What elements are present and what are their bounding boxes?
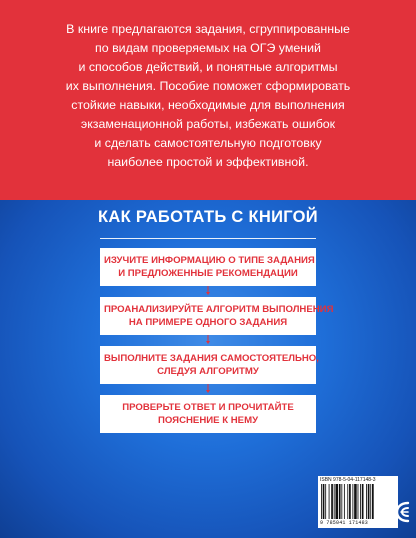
heading-underline (100, 238, 316, 239)
barcode-bar (331, 484, 333, 519)
cover-blurb (22, 20, 394, 172)
barcode-bar (341, 484, 342, 519)
blurb-line: стойкие навыки, необходимые для выполнения (71, 98, 345, 112)
barcode-bar (329, 484, 330, 519)
step-text-line: ИЗУЧИТЕ ИНФОРМАЦИЮ О ТИПЕ ЗАДАНИЯ (104, 255, 315, 266)
barcode-bar (372, 484, 374, 519)
step-text-line: СЛЕДУЯ АЛГОРИТМУ (157, 366, 259, 377)
barcode-bar (362, 484, 364, 519)
blurb-line: экзаменационной работы, избежать ошибок (80, 117, 336, 131)
blurb-line: их выполнения. Пособие поможет сформировать (65, 79, 351, 93)
barcode-bar (325, 484, 326, 519)
step-box-1 (100, 248, 316, 286)
blurb-line: наиболее простой и эффективной. (107, 155, 309, 169)
step-text-line: ПРОВЕРЬТЕ ОТВЕТ И ПРОЧИТАЙТЕ (122, 402, 294, 413)
barcode-bar (344, 484, 345, 519)
down-arrow-icon (206, 384, 210, 393)
step-text-line: НА ПРИМЕРЕ ОДНОГО ЗАДАНИЯ (128, 317, 288, 328)
barcode-bar (323, 484, 325, 519)
barcode-bars (320, 484, 396, 519)
barcode-bar (339, 484, 341, 519)
barcode-bar (368, 484, 370, 519)
blurb-line: и способов действий, и понятные алгоритмы (78, 60, 338, 74)
step-text-line: И ПРЕДЛОЖЕННЫЕ РЕКОМЕНДАЦИИ (118, 268, 298, 279)
isbn-text: ISBN 978-5-04-117148-3 (320, 477, 376, 483)
barcode-bar (352, 484, 353, 519)
step-text-line: ПРОАНАЛИЗИРУЙТЕ АЛГОРИТМ ВЫПОЛНЕНИЯ (104, 304, 334, 315)
barcode (318, 476, 398, 528)
blurb-line: и сделать самостоятельную подготовку (94, 136, 322, 150)
step-box-4 (100, 395, 316, 433)
barcode-bar (370, 484, 371, 519)
step-box-3 (100, 346, 319, 384)
barcode-digits: 9 785041 171483 (320, 520, 369, 526)
step-text-line: ПОЯСНЕНИЕ К НЕМУ (157, 415, 259, 426)
barcode-bar (349, 484, 351, 519)
barcode-bar (366, 484, 367, 519)
down-arrow-icon (206, 335, 210, 344)
barcode-bar (347, 484, 348, 519)
step-box-2 (100, 297, 334, 335)
blurb-line: В книге предлагаются задания, сгруппированные (66, 22, 350, 36)
step-text-line: ВЫПОЛНИТЕ ЗАДАНИЯ САМОСТОЯТЕЛЬНО, (104, 353, 319, 364)
blurb-line: по видам проверяемых на ОГЭ умений (95, 41, 321, 55)
barcode-bar (334, 484, 335, 519)
publisher-logo-icon (395, 500, 411, 524)
barcode-bar (335, 484, 338, 519)
how-to-heading: КАК РАБОТАТЬ С КНИГОЙ (98, 208, 318, 226)
barcode-bar (358, 484, 359, 519)
barcode-bar (360, 484, 361, 519)
barcode-bar (354, 484, 357, 519)
barcode-bar (321, 484, 322, 519)
down-arrow-icon (206, 286, 210, 295)
